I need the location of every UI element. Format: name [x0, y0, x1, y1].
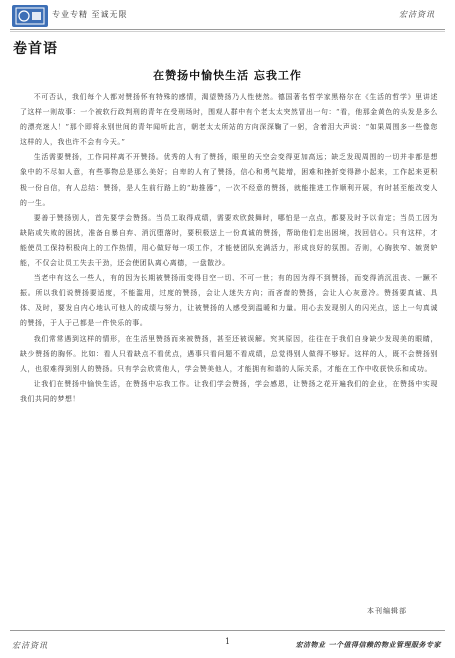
footer-slogan: 宏洁物业 一个值得信赖的物业管理服务专家 [295, 640, 441, 649]
footer-publication-name: 宏洁资讯 [12, 641, 48, 650]
article-paragraph: 要善于赞扬别人，首先要学会赞扬。当员工取得成绩，需要欢欣鼓舞时，哪怕是一点点，都要及时予以肯定；当员工因为缺陷或失败的困扰，准备自暴自弃、消沉堕落时，要积极送上一份真诚的赞扬，帮助他们走出困境，找回信心。只有这样，才能使员工保持积极向上的工作热情，用心做好每一项工作，才能使团队充满活力，形成良好的氛围。否则，心胸狭窄、嫉贤妒能，不仅会让员工失去干劲，还会使团队离心离德，一盘散沙。 [20, 213, 438, 268]
article-paragraph: 当老中有这么一些人，有的因为长期被赞扬而变得目空一切、不可一世；有的因为得不到赞扬，而变得消沉沮丧、一蹶不振。所以我们说赞扬要适度，不能滥用，过度的赞扬，会让人迷失方向；而吝啬的赞扬，会让人心灰意冷。赞扬要真诚、具体、及时，要发自内心地认可他人的成绩与努力，让被赞扬的人感受到温暖和力量。用心去发现别人的闪光点，送上一句真诚的赞扬，于人于己都是一件快乐的事。 [20, 274, 438, 328]
article-paragraph: 不可否认，我们每个人都对赞扬怀有特殊的感情，渴望赞扬乃人性使然。德国著名哲学家黑格尔在《生活的哲学》里讲述了这样一则故事：一个被软行政判刑的青年在受刑场时，围观人群中有个老太太突然冒出一句：“看，他那金黄色的头发是多么的漂亮迷人！”那个即将永别世间的青年闻听此言，朝老太太所站的方向深深鞠了一躬，含着泪大声说：“如果周围多一些像您这样的人，我也许不会有今天。” [20, 93, 438, 147]
article-title: 在赞扬中愉快生活 忘我工作 [153, 69, 302, 82]
article-paragraph: 我们常常遇到这样的情形，在生活里赞扬而来被赞扬，甚至还被误解。究其原因，往往在于我们自身缺少发现美的眼睛，缺少赞扬的胸怀。比如：看人只看缺点不看优点，遇事只看问题不看成绩，总觉得别人做得不够好。这样的人，既不会赞扬别人，也很难得到别人的赞扬。只有学会欣赏他人，学会赞美他人，才能拥有和谐的人际关系，才能在工作中收获快乐和成功。 [20, 334, 438, 373]
header-divider-secondary [10, 31, 445, 32]
article-body [20, 90, 438, 407]
header-publication-name: 宏洁资讯 [399, 10, 435, 19]
article-signature: 本刊编辑部 [367, 607, 407, 615]
header-slogan: 专业专精 至诚无限 [52, 10, 128, 19]
article-paragraph: 生活需要赞扬，工作同样离不开赞扬。优秀的人有了赞扬，眼里的天空会变得更加高远；缺乏发现周围的一切并非都是想象中的不尽如人意，有些事物总是那么美好；自卑的人有了赞扬，信心和勇气陡增，困难和挫折变得渺小起来，工作起来更积极一份自信，有人总结：赞扬，是人生前行路上的“助推器”，一次不经意的赞扬，就能推进工作顺利开展，有时甚至能改变人的一生。 [20, 153, 438, 207]
header-divider [10, 29, 445, 30]
company-logo [12, 5, 48, 27]
logo-mark-icon [15, 7, 45, 25]
page-number: 1 [224, 637, 231, 646]
section-title: 卷首语 [13, 41, 58, 57]
footer-divider [10, 630, 445, 631]
article-paragraph: 让我们在赞扬中愉快生活，在赞扬中忘我工作。让我们学会赞扬，学会感恩，让赞扬之花开遍我们的企业，在赞扬中实现我们共同的梦想！ [20, 379, 438, 403]
page-header [0, 0, 455, 32]
